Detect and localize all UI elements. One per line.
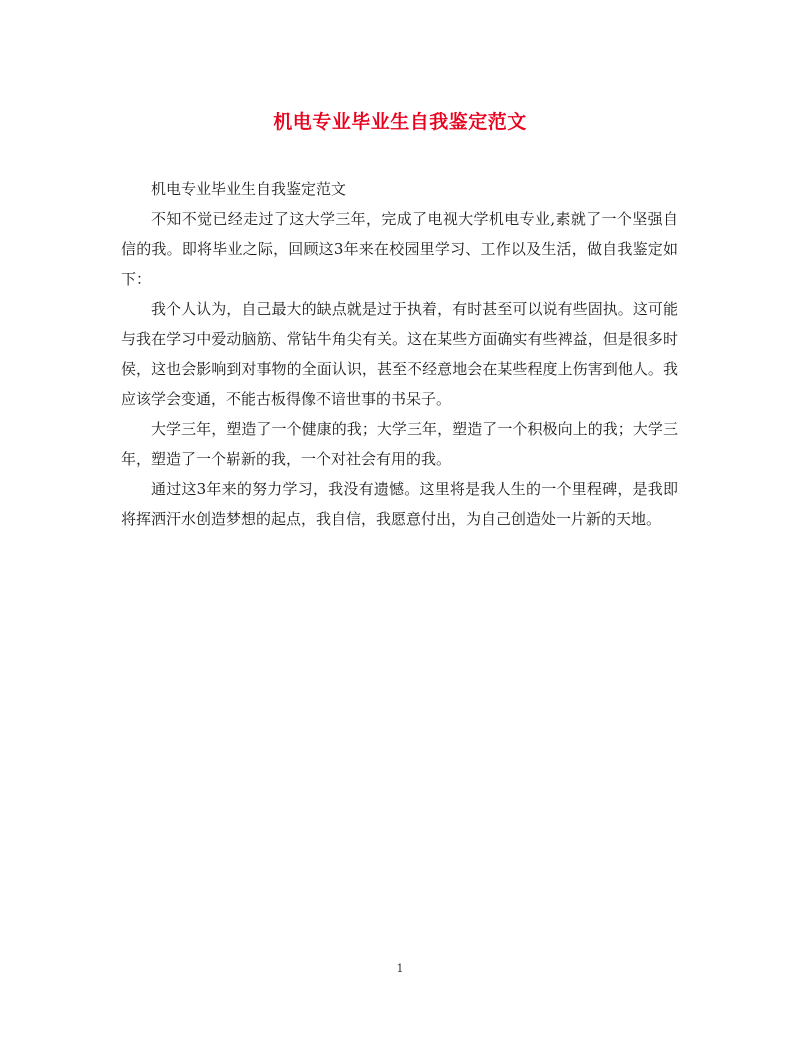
paragraph-self-assessment: 我个人认为，自己最大的缺点就是过于执着，有时甚至可以说有些固执。这可能与我在学习中爱动脑筋、常钻牛角尖有关。这在某些方面确实有些裨益，但是很多时侯，这也会影响到对事物的全面认识，甚至不经意地会在某些程度上伤害到他人。我应该学会变通，不能古板得像不谙世事的书呆子。 bbox=[121, 300, 678, 408]
paragraph-conclusion: 通过这3年来的努力学习，我没有遗憾。这里将是我人生的一个里程碑，是我即将挥洒汗水创造梦想的起点，我自信，我愿意付出，为自己创造处一片新的天地。 bbox=[121, 480, 678, 528]
document-title: 机电专业毕业生自我鉴定范文 bbox=[273, 111, 527, 133]
paragraph-growth: 大学三年，塑造了一个健康的我；大学三年，塑造了一个积极向上的我；大学三年，塑造了一个崭新的我，一个对社会有用的我。 bbox=[121, 420, 678, 468]
document-body bbox=[121, 174, 678, 534]
page-number: 1 bbox=[396, 962, 404, 975]
paragraph-heading: 机电专业毕业生自我鉴定范文 bbox=[151, 180, 347, 198]
paragraph-intro: 不知不觉已经走过了这大学三年，完成了电视大学机电专业,素就了一个坚强自信的我。即将毕业之际，回顾这3年来在校园里学习、工作以及生活，做自我鉴定如下： bbox=[121, 210, 678, 288]
